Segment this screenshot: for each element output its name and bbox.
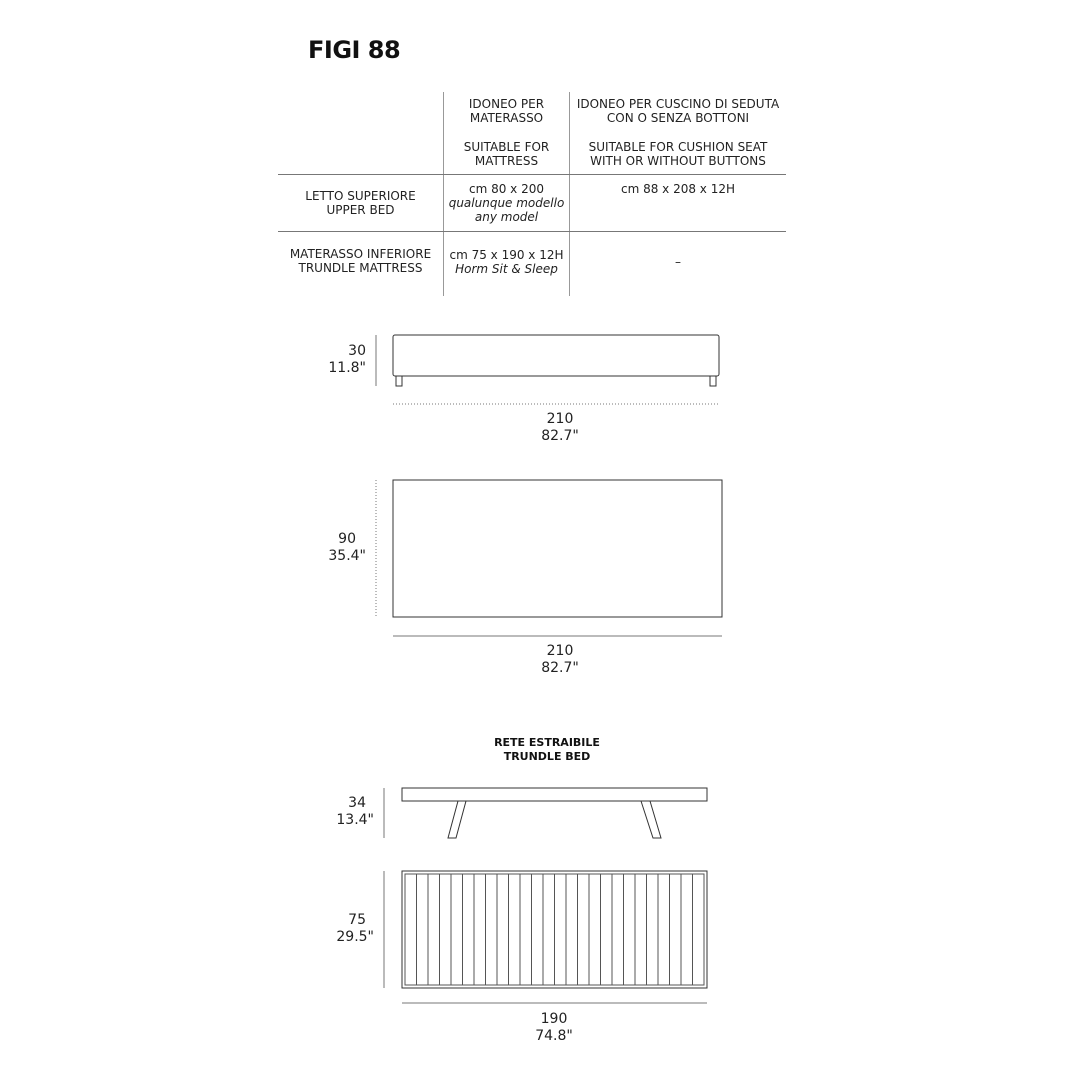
trundle-side-view <box>384 788 707 838</box>
dim-cm: 75 <box>348 912 366 928</box>
trundle-leg <box>448 801 466 838</box>
dim-in: 35.4" <box>328 548 366 564</box>
side-height-label <box>320 343 366 377</box>
dim-in: 82.7" <box>541 660 579 676</box>
row-cushion-upper-bed: cm 88 x 208 x 12H <box>620 182 736 196</box>
dim-cm: 210 <box>546 411 574 427</box>
header-mattress-en: SUITABLE FOR MATTRESS <box>463 140 550 168</box>
row-label-trundle: MATERASSO INFERIORE TRUNDLE MATTRESS <box>289 247 432 275</box>
trundle-top-view <box>384 871 707 1003</box>
header-cushion-en: SUITABLE FOR CUSHION SEAT WITH OR WITHOUT BUTTONS <box>588 140 768 168</box>
dim-in: 29.5" <box>336 929 374 945</box>
trundle-title: RETE ESTRAIBILE TRUNDLE BED <box>494 736 600 763</box>
header-mattress-it: IDONEO PER MATERASSO <box>468 97 545 125</box>
side-view-body <box>393 335 719 376</box>
dim-in: 13.4" <box>336 812 374 828</box>
trundle-side-body <box>402 788 707 801</box>
top-view <box>376 480 722 636</box>
dim-cm: 34 <box>348 795 366 811</box>
top-length-label <box>520 643 600 677</box>
header-cushion-it: IDONEO PER CUSCINO DI SEDUTA CON O SENZA BOTTONI <box>576 97 780 125</box>
note-text: qualunque modello any model <box>448 196 565 224</box>
side-view <box>376 335 719 404</box>
side-view-foot <box>396 376 402 386</box>
dim-in: 82.7" <box>541 428 579 444</box>
row-mattress-upper-bed: cm 80 x 200 <box>468 182 544 196</box>
product-title: FIGI 88 <box>308 36 401 64</box>
row-label-upper-bed: LETTO SUPERIORE UPPER BED <box>305 189 416 217</box>
dim-cm: 90 <box>338 531 356 547</box>
dim-in: 11.8" <box>328 360 366 376</box>
dim-in: 74.8" <box>535 1028 573 1044</box>
row-cushion-trundle: – <box>675 255 681 269</box>
trundle-height-label <box>320 795 374 829</box>
side-length-label <box>520 411 600 445</box>
note-text: Horm Sit & Sleep <box>455 262 558 276</box>
dim-cm: 210 <box>546 643 574 659</box>
trundle-leg <box>641 801 661 838</box>
dim-cm: 190 <box>540 1011 568 1027</box>
top-view-body <box>393 480 722 617</box>
dim-cm: 30 <box>348 343 366 359</box>
top-depth-label <box>310 531 366 565</box>
row-mattress-trundle: cm 75 x 190 x 12H <box>449 248 564 262</box>
trundle-length-label <box>514 1011 594 1045</box>
side-view-foot <box>710 376 716 386</box>
trundle-depth-label <box>320 912 374 946</box>
